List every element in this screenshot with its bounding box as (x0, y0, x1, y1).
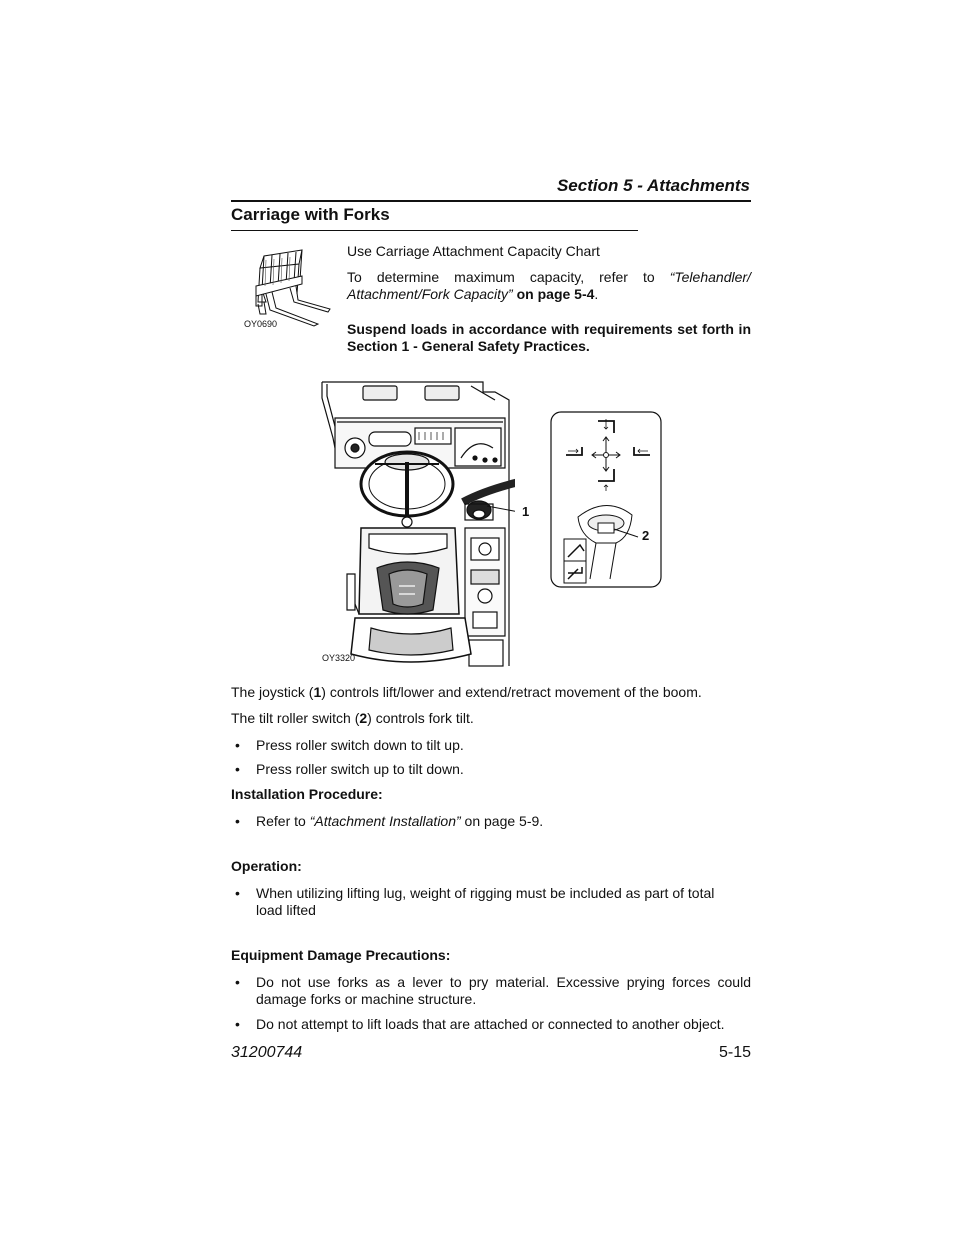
capacity-link-part1[interactable]: “Telehandler/ (669, 269, 751, 285)
list-item: • Do not use forks as a lever to pry material. Excessive prying forces could damage forks or machine structure. (235, 974, 751, 1007)
joystick-description: The joystick (1) controls lift/lower and extend/retract movement of the boom. (231, 684, 702, 700)
page-heading: Carriage with Forks (231, 205, 390, 224)
safety-warning-line1: Suspend loads in accordance with requirements set forth in (347, 321, 751, 337)
list-item: • When utilizing lifting lug, weight of rigging must be included as part of total load lifted (235, 885, 715, 918)
operation-heading: Operation: (231, 858, 302, 874)
cab-controls-illustration (315, 378, 515, 670)
joystick-detail-inset (550, 411, 662, 589)
capacity-reference: To determine maximum capacity, refer to “Telehandler/ Attachment/Fork Capacity” on page 5-4. (347, 269, 751, 302)
safety-warning-line2: Section 1 - General Safety Practices. (347, 338, 590, 354)
header-rule (231, 200, 751, 202)
installation-heading: Installation Procedure: (231, 786, 383, 802)
tilt-description: The tilt roller switch (2) controls fork tilt. (231, 710, 474, 726)
installation-link[interactable]: “Attachment Installation” (309, 813, 461, 829)
section-title: Section 5 - Attachments (556, 176, 750, 195)
callout-2: 2 (642, 528, 650, 543)
capacity-page-ref: on page 5-4 (512, 286, 595, 302)
page-number: 5-15 (718, 1044, 751, 1061)
fork-carriage-illustration (244, 246, 334, 330)
callout-1: 1 (522, 504, 530, 519)
fork-figure-code: OY0690 (244, 319, 278, 329)
capacity-link-part2[interactable]: Attachment/Fork Capacity” (347, 286, 513, 302)
doc-number: 31200744 (231, 1044, 303, 1061)
capacity-chart-label: Use Carriage Attachment Capacity Chart (347, 243, 600, 259)
cab-figure-code: OY3320 (322, 653, 356, 663)
heading-rule (231, 230, 638, 231)
damage-heading: Equipment Damage Precautions: (231, 947, 451, 963)
